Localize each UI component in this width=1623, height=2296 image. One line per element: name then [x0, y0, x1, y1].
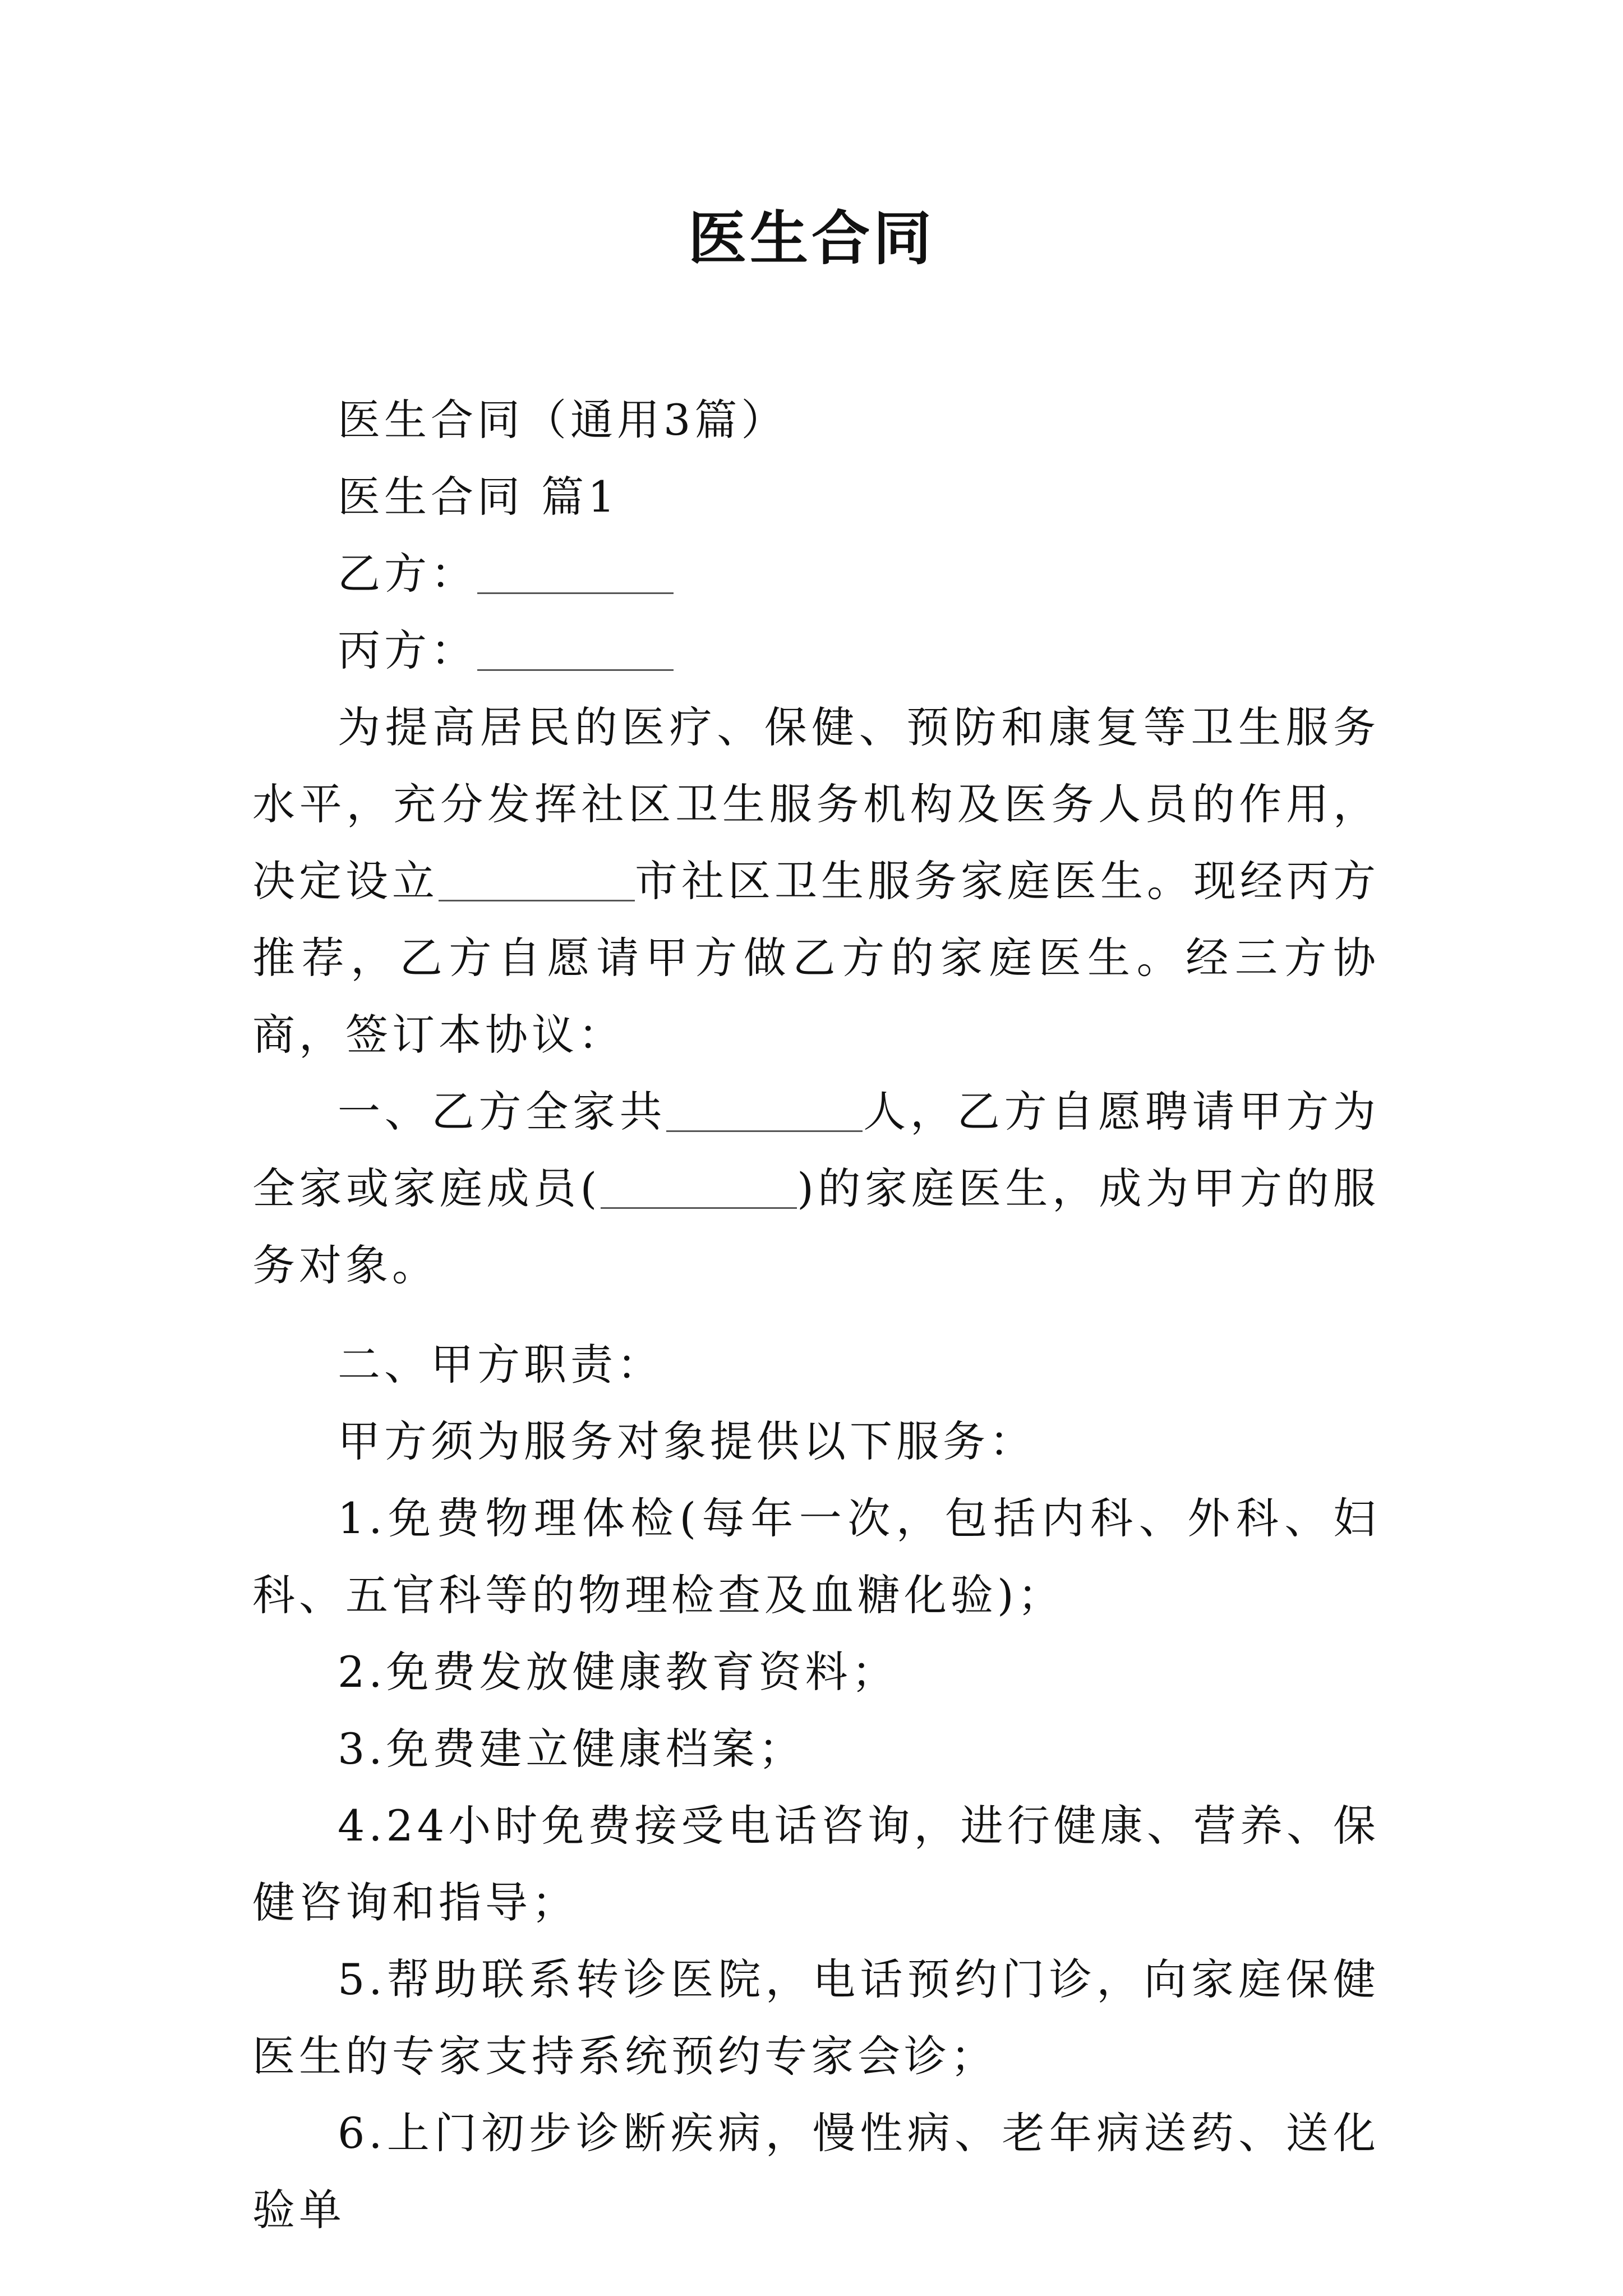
party-c-line [252, 612, 1380, 689]
clause-2-intro: 甲方须为服务对象提供以下服务： [338, 1416, 1036, 1466]
clause-1 [252, 1073, 1380, 1304]
party-c-blank [477, 630, 674, 671]
city-blank [439, 861, 635, 901]
intro-text-1: 为提高居民的医疗、保健、预防和康复等卫生服务水平，充分发挥社区卫生服务机构及医务人员的作用，决定设立 [252, 702, 1380, 906]
section-heading: 医生合同 篇1 [338, 472, 619, 522]
party-b-label: 乙方： [338, 549, 477, 599]
service-item: 5.帮助联系转诊医院，电话预约门诊，向家庭保健医生的专家支持系统预约专家会诊； [252, 1954, 1380, 2081]
family-count-blank [666, 1091, 863, 1132]
party-b-line [252, 535, 1380, 612]
service-item: 4.24小时免费接受电话咨询，进行健康、营养、保健咨询和指导； [252, 1801, 1380, 1927]
clause-2-heading: 二、甲方职责： [338, 1340, 663, 1389]
service-item: 6.上门初步诊断疾病，慢性病、老年病送药、送化验单 [252, 2108, 1380, 2235]
intro-paragraph [252, 689, 1380, 1073]
document-title: 医生合同 [688, 204, 935, 273]
document-body [252, 381, 1380, 2248]
clause-1-text-3: )的家庭医生，成为甲方的服务对象。 [252, 1163, 1380, 1290]
family-members-blank [601, 1168, 797, 1209]
service-item: 2.免费发放健康教育资料； [338, 1647, 898, 1697]
intro-text-2: 市社区卫生服务家庭医生。现经丙方推荐，乙方自愿请甲方做乙方的家庭医生。经三方协商，签订本协议： [252, 856, 1380, 1060]
party-b-blank [477, 553, 674, 594]
party-c-label: 丙方： [338, 625, 477, 675]
clause-1-text-2: 人，乙方自愿聘请甲方为全家或家庭成员( [252, 1087, 1380, 1213]
subtitle: 医生合同（通用3篇） [338, 395, 788, 445]
service-item: 3.免费建立健康档案； [338, 1724, 805, 1774]
service-item: 1.免费物理体检(每年一次，包括内科、外科、妇科、五官科等的物理检查及血糖化验)； [252, 1493, 1380, 1620]
clause-1-text-1: 一、乙方全家共 [338, 1087, 667, 1137]
